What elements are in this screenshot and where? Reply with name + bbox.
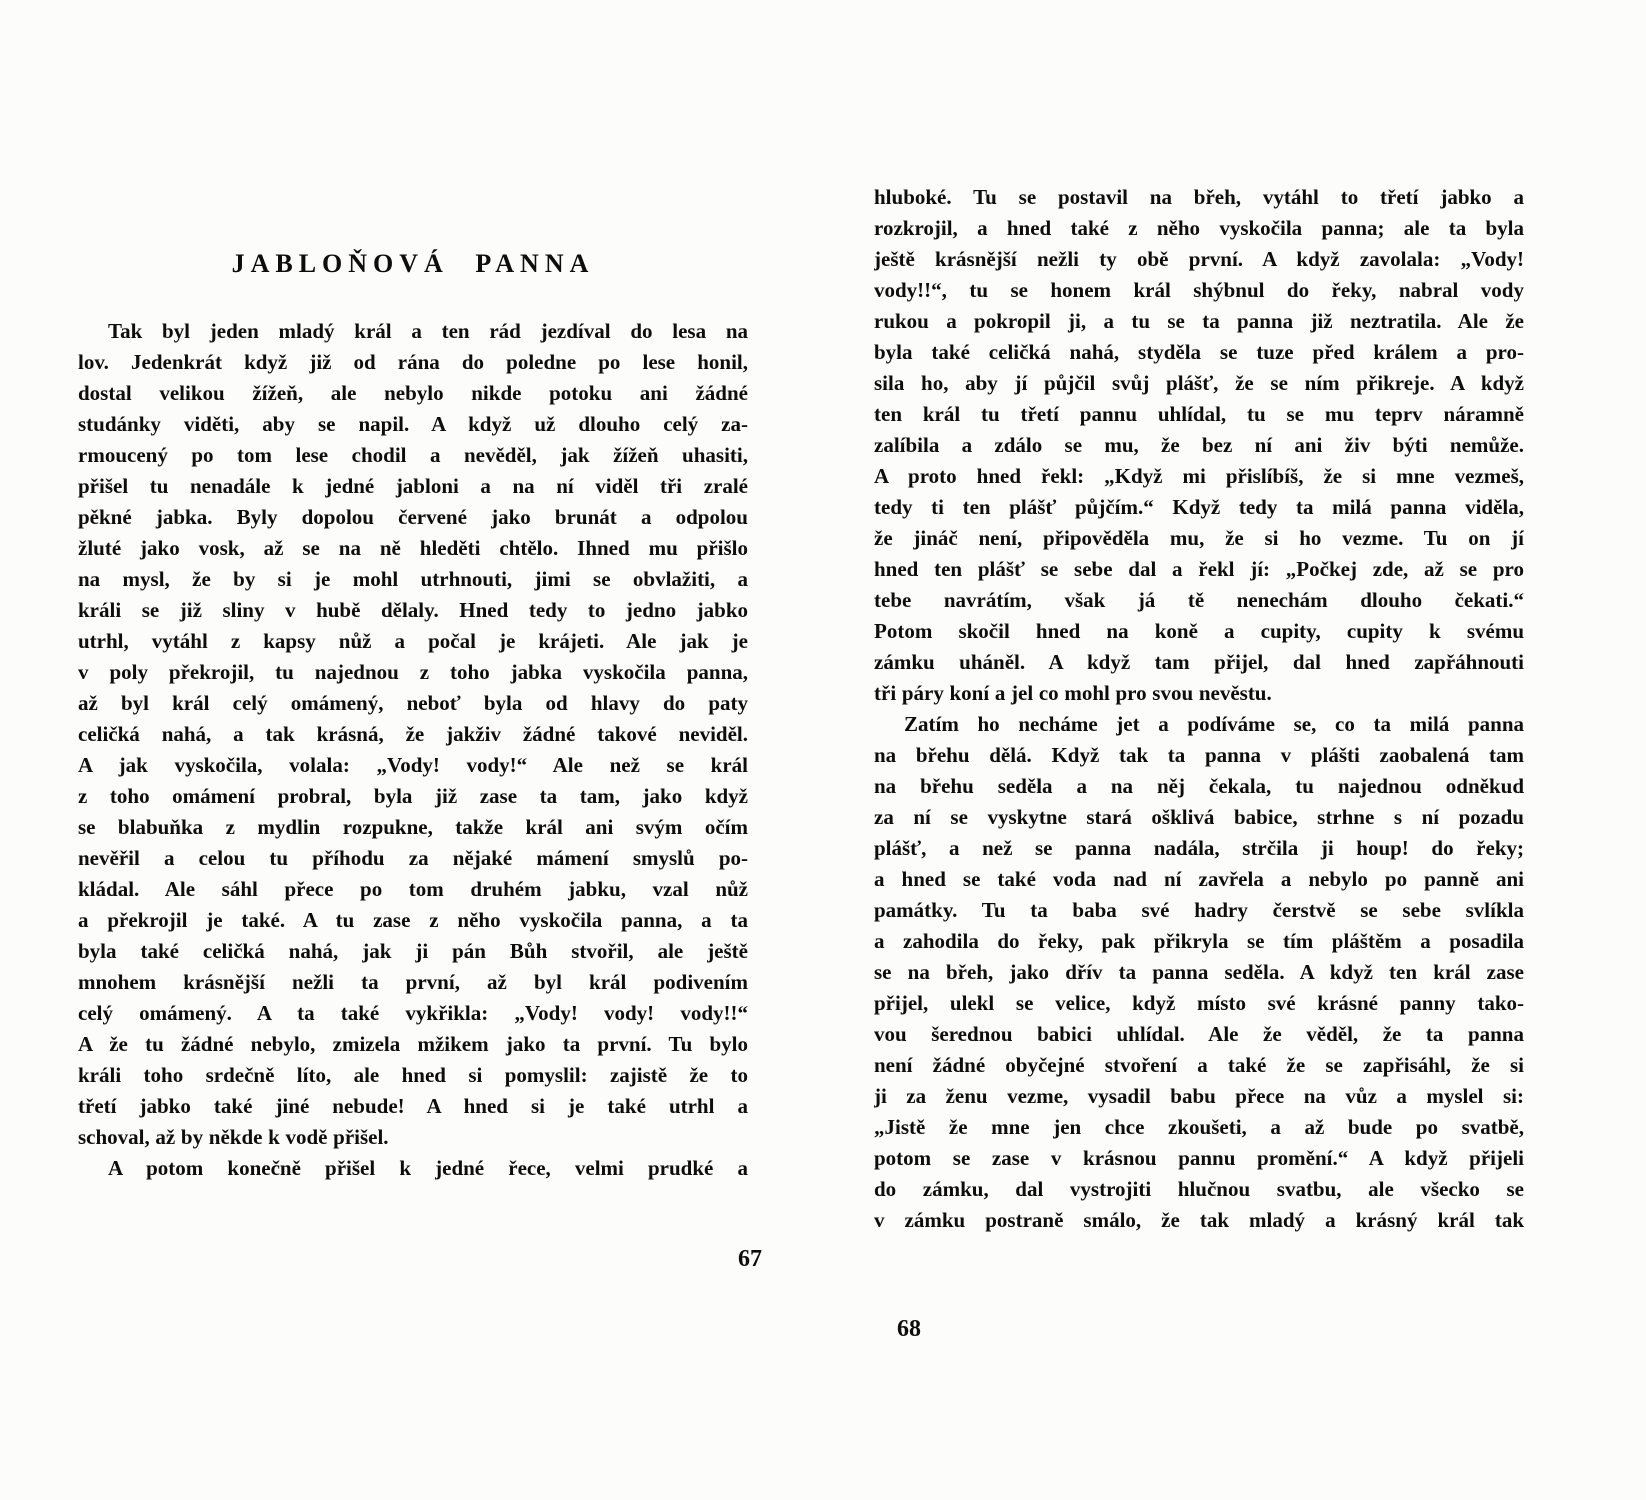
text-line: mnohem krásnější nežli ta první, až byl král podivením	[78, 970, 748, 994]
text-line: utrhl, vytáhl z kapsy nůž a počal je krájeti. Ale jak je	[78, 629, 748, 653]
text-line: zámku uháněl. A když tam přijel, dal hned zapřáhnouti	[874, 650, 1524, 674]
text-line: přijel, ulekl se velice, když místo své krásné panny tako-	[874, 991, 1524, 1015]
text-line: A proto hned řekl: „Když mi přislíbíš, že si mne vezmeš,	[874, 464, 1524, 488]
text-line: rukou a pokropil ji, a tu se ta panna již neztratila. Ale že	[874, 309, 1524, 333]
text-line: tebe navrátím, však já tě nenechám dlouho čekati.“	[874, 588, 1524, 612]
text-line: na mysl, že by si je mohl utrhnouti, jimi se obvlažiti, a	[78, 567, 748, 591]
text-line: plášť, a než se panna nadála, strčila ji houp! do řeky;	[874, 836, 1524, 860]
paragraph	[874, 709, 1524, 1236]
text-line: ještě krásnější nežli ty obě první. A když zavolala: „Vody!	[874, 247, 1524, 271]
text-line: na břehu seděla a na něj čekala, tu najednou odněkud	[874, 774, 1524, 798]
text-line: A jak vyskočila, volala: „Vody! vody!“ Ale než se král	[78, 753, 748, 777]
left-page-text	[78, 316, 748, 1184]
text-line: hned ten plášť se sebe dal a řekl jí: „Počkej zde, až se pro	[874, 557, 1524, 581]
paragraph	[78, 316, 748, 1153]
text-line: Zatím ho necháme jet a podíváme se, co ta milá panna	[904, 712, 1524, 736]
text-line: se blabuňka z mydlin rozpukne, takže král ani svým očím	[78, 815, 748, 839]
story-title: JABLOŇOVÁ PANNA	[231, 249, 595, 278]
text-line: a zahodila do řeky, pak přikryla se tím pláštěm a posadila	[874, 929, 1524, 953]
text-line: že jináč není, připověděla mu, že si ho vezme. Tu on jí	[874, 526, 1524, 550]
text-line: studánky viděti, aby se napil. A když už dlouho celý za-	[78, 412, 748, 436]
text-line: památky. Tu ta baba své hadry čerstvě se sebe svlíkla	[874, 898, 1524, 922]
text-line: celičká nahá, a tak krásná, že jakživ žádné takové neviděl.	[78, 722, 748, 746]
paragraph	[78, 1153, 748, 1184]
text-line: až byl král celý omámený, neboť byla od hlavy do paty	[78, 691, 748, 715]
text-line: byla také celičká nahá, jak ji pán Bůh stvořil, ale ještě	[78, 939, 748, 963]
text-line: nevěřil a celou tu příhodu za nějaké mámení smyslů po-	[78, 846, 748, 870]
text-line: Tak byl jeden mladý král a ten rád jezdíval do lesa na	[108, 319, 748, 343]
text-line: lov. Jedenkrát když již od rána do poledne po lese honil,	[78, 350, 748, 374]
text-line: zalíbila a zdálo se mu, že bez ní ani živ býti nemůže.	[874, 433, 1524, 457]
paragraph	[874, 182, 1524, 709]
text-line: sila ho, aby jí půjčil svůj plášť, že se ním přikreje. A když	[874, 371, 1524, 395]
text-line: za ní se vyskytne stará ošklivá babice, strhne s ní pozadu	[874, 805, 1524, 829]
text-line: kládal. Ale sáhl přece po tom druhém jabku, vzal nůž	[78, 877, 748, 901]
text-line: do zámku, dal vystrojiti hlučnou svatbu, ale všecko se	[874, 1177, 1524, 1201]
text-line: ten král tu třetí pannu uhlídal, tu se mu teprv náramně	[874, 402, 1524, 426]
right-page-number: 68	[897, 1316, 921, 1342]
text-line: a hned se také voda nad ní zavřela a nebylo po panně ani	[874, 867, 1524, 891]
text-line: přišel tu nenadále k jedné jabloni a na ní viděl tři zralé	[78, 474, 748, 498]
text-line: ji za ženu vezme, vysadil babu přece na vůz a myslel si:	[874, 1084, 1524, 1108]
text-line: byla také celičká nahá, styděla se tuze před králem a pro-	[874, 340, 1524, 364]
text-line: A potom konečně přišel k jedné řece, velmi prudké a	[108, 1156, 748, 1180]
left-page-number: 67	[738, 1246, 762, 1272]
text-line: dostal velikou žížeň, ale nebylo nikde potoku ani žádné	[78, 381, 748, 405]
text-line: tři páry koní a jel co mohl pro svou nevěstu.	[874, 681, 1272, 705]
text-line: „Jistě že mne jen chce zkoušeti, a až bude po svatbě,	[874, 1115, 1524, 1139]
text-line: pěkné jabka. Byly dopolou červené jako brunát a odpolou	[78, 505, 748, 529]
text-line: A že tu žádné nebylo, zmizela mžikem jako ta první. Tu bylo	[78, 1032, 748, 1056]
text-line: králi se již sliny v hubě dělaly. Hned tedy to jedno jabko	[78, 598, 748, 622]
text-line: rmoucený po tom lese chodil a nevěděl, jak žížeň uhasiti,	[78, 443, 748, 467]
text-line: se na břeh, jako dřív ta panna seděla. A když ten král zase	[874, 960, 1524, 984]
right-page-text	[874, 182, 1524, 1236]
text-line: celý omámený. A ta také vykřikla: „Vody! vody! vody!!“	[78, 1001, 748, 1025]
text-line: v zámku postraně smálo, že tak mladý a krásný král tak	[874, 1208, 1524, 1232]
text-line: z toho omámení probral, byla již zase ta tam, jako když	[78, 784, 748, 808]
text-line: vou šerednou babici uhlídal. Ale že věděl, že ta panna	[874, 1022, 1524, 1046]
text-line: rozkrojil, a hned také z něho vyskočila panna; ale ta byla	[874, 216, 1524, 240]
text-line: Potom skočil hned na koně a cupity, cupity k svému	[874, 619, 1524, 643]
text-line: hluboké. Tu se postavil na břeh, vytáhl to třetí jabko a	[874, 185, 1524, 209]
text-line: schoval, až by někde k vodě přišel.	[78, 1125, 389, 1149]
text-line: potom se zase v krásnou pannu promění.“ A když přijeli	[874, 1146, 1524, 1170]
text-line: na břehu dělá. Když tak ta panna v plášti zaobalená tam	[874, 743, 1524, 767]
text-line: tedy ti ten plášť půjčím.“ Když tedy ta milá panna viděla,	[874, 495, 1524, 519]
text-line: žluté jako vosk, až se na ně hleděti chtělo. Ihned mu přišlo	[78, 536, 748, 560]
text-line: a překrojil je také. A tu zase z něho vyskočila panna, a ta	[78, 908, 748, 932]
text-line: není žádné obyčejné stvoření a také že se zapřisáhl, že si	[874, 1053, 1524, 1077]
text-line: vody!!“, tu se honem král shýbnul do řeky, nabral vody	[874, 278, 1524, 302]
text-line: třetí jabko také jiné nebude! A hned si je také utrhl a	[78, 1094, 748, 1118]
text-line: králi toho srdečně líto, ale hned si pomyslil: zajistě že to	[78, 1063, 748, 1087]
text-line: v poly překrojil, tu najednou z toho jabka vyskočila panna,	[78, 660, 748, 684]
